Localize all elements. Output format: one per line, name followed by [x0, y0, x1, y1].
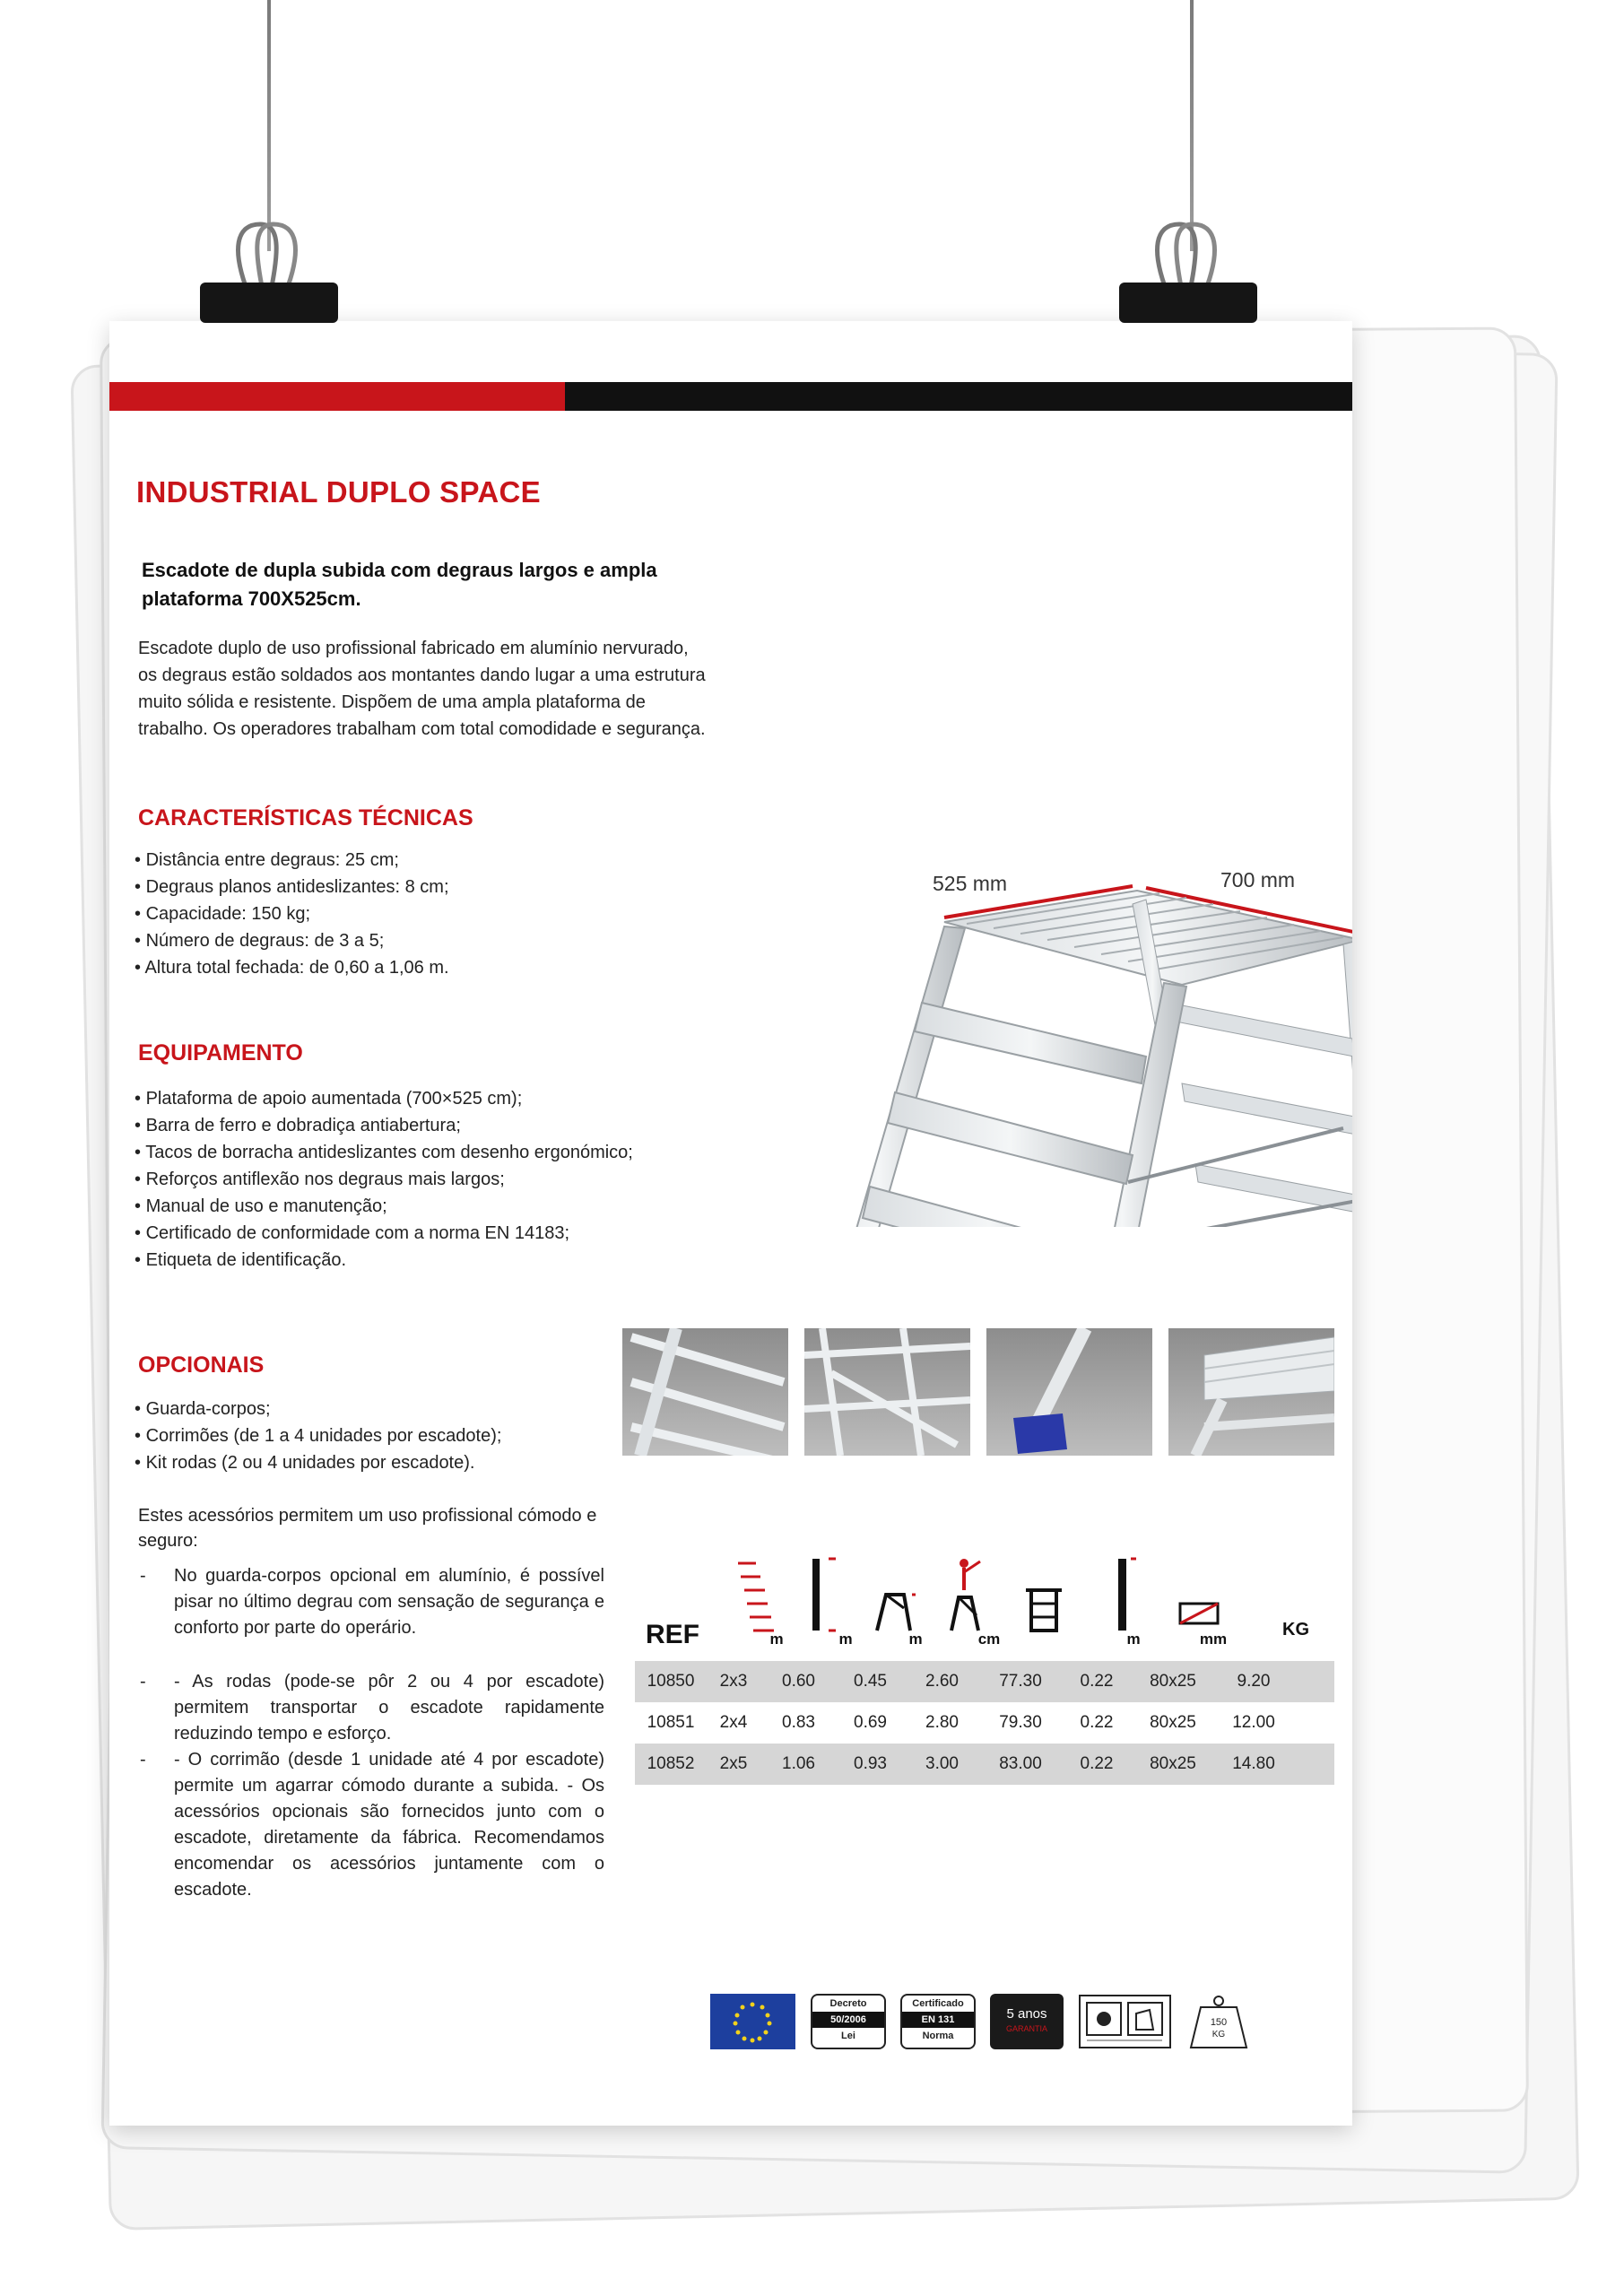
closed-height-icon — [805, 1554, 841, 1635]
options-detail-text: No guarda-corpos opcional em alumínio, é possível pisar no último degrau com sensação de segurança e conforto por parte do operário. — [174, 1566, 604, 1638]
badge-text: GARANTIA — [1005, 2024, 1047, 2033]
options-heading: OPCIONAIS — [138, 1352, 265, 1378]
table-cell: 2.60 — [925, 1672, 959, 1691]
list-item: • Etiqueta de identificação. — [135, 1247, 673, 1274]
table-cell: 79.30 — [999, 1713, 1042, 1732]
working-height-icon — [944, 1554, 994, 1635]
list-item: • Barra de ferro e dobradiça antiabertura; — [135, 1112, 673, 1139]
table-row — [635, 1661, 1334, 1702]
equip-heading: EQUIPAMENTO — [138, 1040, 303, 1065]
list-item: • Degraus planos antideslizantes: 8 cm; — [135, 874, 449, 900]
accessory-thumbnail — [622, 1328, 788, 1456]
spec-header — [635, 1550, 1334, 1648]
accessory-thumbnail — [986, 1328, 1152, 1456]
list-item: • Corrimões (de 1 a 4 unidades por escadote); — [135, 1422, 501, 1449]
badge-text: Lei — [841, 2031, 855, 2041]
list-item: • Manual de uso e manutenção; — [135, 1193, 673, 1220]
badge-text: Decreto — [829, 1998, 867, 2009]
header-bar-red — [109, 382, 565, 411]
options-detail: - No guarda-corpos opcional em alumínio, é possível pisar no último degrau com sensação de segurança e conforto por parte do operário. — [140, 1566, 604, 1638]
binder-clip-left — [193, 220, 345, 323]
options-note: Estes acessórios permitem um uso profissional cómodo e seguro: — [138, 1506, 597, 1551]
open-base-icon — [1020, 1554, 1070, 1635]
table-cell: 80x25 — [1150, 1672, 1196, 1691]
badge-text: 150 — [1210, 2017, 1228, 2028]
product-sheet — [109, 321, 1352, 2126]
table-cell: 3.00 — [925, 1754, 959, 1773]
capacity-badge — [1187, 1994, 1250, 2049]
list-item: • Plataforma de apoio aumentada (700×525 cm); — [135, 1085, 673, 1112]
table-cell: 0.69 — [854, 1713, 887, 1732]
dimension-depth-label: 700 mm — [1220, 868, 1296, 891]
options-detail: - - As rodas (pode-se pôr 2 ou 4 por escadote) permitem transportar o escadote rapidamente reduzindo tempo e esforço. — [140, 1672, 604, 1744]
table-cell: 2.80 — [925, 1713, 959, 1732]
list-item: • Reforços antiflexão nos degraus mais largos; — [135, 1166, 673, 1193]
table-cell: 0.83 — [782, 1713, 815, 1732]
table-cell: 10851 — [647, 1713, 695, 1732]
product-title: INDUSTRIAL DUPLO SPACE — [136, 475, 541, 509]
kg-label: KG — [1282, 1620, 1309, 1639]
unit-label: m — [908, 1631, 923, 1648]
badge-text: KG — [1211, 2030, 1226, 2039]
platform-height-icon — [873, 1554, 917, 1635]
table-cell: 0.22 — [1080, 1754, 1114, 1773]
unit-label: cm — [977, 1631, 1001, 1648]
hanging-wire-left — [267, 0, 271, 251]
unit-label: m — [769, 1631, 784, 1648]
table-cell: 0.22 — [1080, 1713, 1114, 1732]
table-cell: 83.00 — [999, 1754, 1042, 1773]
list-item: • Kit rodas (2 ou 4 unidades por escadote). — [135, 1449, 501, 1476]
table-cell: 0.60 — [782, 1672, 815, 1691]
depth-icon — [1106, 1554, 1142, 1635]
list-item: • Certificado de conformidade com a norma EN 14183; — [135, 1220, 673, 1247]
product-subtitle: Escadote de dupla subida com degraus largos e ampla plataforma 700X525cm. — [142, 559, 657, 610]
badge-text: Norma — [922, 2031, 954, 2041]
hanging-wire-right — [1190, 0, 1194, 251]
table-cell: 77.30 — [999, 1672, 1042, 1691]
product-image — [680, 536, 1352, 1227]
table-cell: 9.20 — [1237, 1672, 1271, 1691]
unit-label: m — [1126, 1631, 1141, 1648]
tech-heading: CARACTERÍSTICAS TÉCNICAS — [138, 805, 473, 831]
product-intro: Escadote duplo de uso profissional fabricado em alumínio nervurado, os degraus estão soldados aos montantes dando lugar a uma estrutura muito sólida e resistente. Dispõem de uma ampla plataforma de trabalho. Os operadores trabalham com total comodidade e segurança. — [138, 639, 706, 739]
table-cell: 10852 — [647, 1754, 695, 1773]
table-cell: 2x4 — [719, 1713, 748, 1732]
list-item: • Número de degraus: de 3 a 5; — [135, 927, 449, 954]
certificado-badge — [900, 1994, 976, 2049]
table-cell: 2x5 — [719, 1754, 748, 1773]
options-detail: - - O corrimão (desde 1 unidade até 4 por escadote) permite um agarrar cómodo durante a subida. - Os acessórios opcionais são fornecidos junto com o escadote, diretamente da fábrica. Recomendamos encomendar os acessórios juntamente com o escadote. — [140, 1750, 604, 1900]
warranty-badge — [990, 1994, 1064, 2049]
eu-flag-icon — [710, 1994, 795, 2049]
dimension-width-label: 525 mm — [933, 872, 1008, 895]
options-list — [135, 1396, 501, 1476]
list-item: • Altura total fechada: de 0,60 a 1,06 m. — [135, 954, 449, 981]
badge-text: 50/2006 — [812, 2012, 884, 2028]
table-cell: 2x3 — [719, 1672, 748, 1691]
table-cell: 0.93 — [854, 1754, 887, 1773]
table-cell: 14.80 — [1232, 1754, 1275, 1773]
table-row — [635, 1702, 1334, 1744]
table-cell: 1.06 — [782, 1754, 815, 1773]
table-cell: 80x25 — [1150, 1754, 1196, 1773]
equip-list — [135, 1085, 673, 1274]
ref-label: REF — [646, 1620, 699, 1649]
list-item: • Tacos de borracha antideslizantes com desenho ergonómico; — [135, 1139, 673, 1166]
spec-rows — [635, 1661, 1334, 1785]
safety-instructions-icon — [1078, 1994, 1172, 2049]
binder-clip-right — [1112, 220, 1264, 323]
badge-text: Certificado — [912, 1998, 964, 2009]
step-size-icon — [1173, 1554, 1227, 1635]
header-bar-black — [565, 382, 1352, 411]
steps-icon — [734, 1554, 778, 1635]
table-cell: 0.22 — [1080, 1672, 1114, 1691]
unit-label: mm — [1199, 1631, 1228, 1648]
badge-text: 5 anos — [1006, 2006, 1047, 2022]
table-row — [635, 1744, 1334, 1785]
list-item: • Distância entre degraus: 25 cm; — [135, 847, 449, 874]
badge-text: EN 131 — [902, 2012, 974, 2028]
table-cell: 12.00 — [1232, 1713, 1275, 1732]
tech-list — [135, 847, 449, 981]
table-cell: 80x25 — [1150, 1713, 1196, 1732]
list-item: • Capacidade: 150 kg; — [135, 900, 449, 927]
list-item: • Guarda-corpos; — [135, 1396, 501, 1422]
options-detail-text: - O corrimão (desde 1 unidade até 4 por escadote) permite um agarrar cómodo durante a subida. - Os acessórios opcionais são fornecidos junto com o escadote, diretamente da fábrica. Recomendamos encomendar os acessórios juntamente com o escadote. — [174, 1750, 604, 1900]
accessory-thumbnail — [1168, 1328, 1334, 1456]
unit-label: m — [838, 1631, 853, 1648]
table-cell: 10850 — [647, 1672, 695, 1691]
table-cell: 0.45 — [854, 1672, 887, 1691]
decreto-badge — [811, 1994, 886, 2049]
accessory-thumbnail — [804, 1328, 970, 1456]
options-detail-text: - As rodas (pode-se pôr 2 ou 4 por escadote) permitem transportar o escadote rapidamente reduzindo tempo e esforço. — [174, 1672, 604, 1744]
